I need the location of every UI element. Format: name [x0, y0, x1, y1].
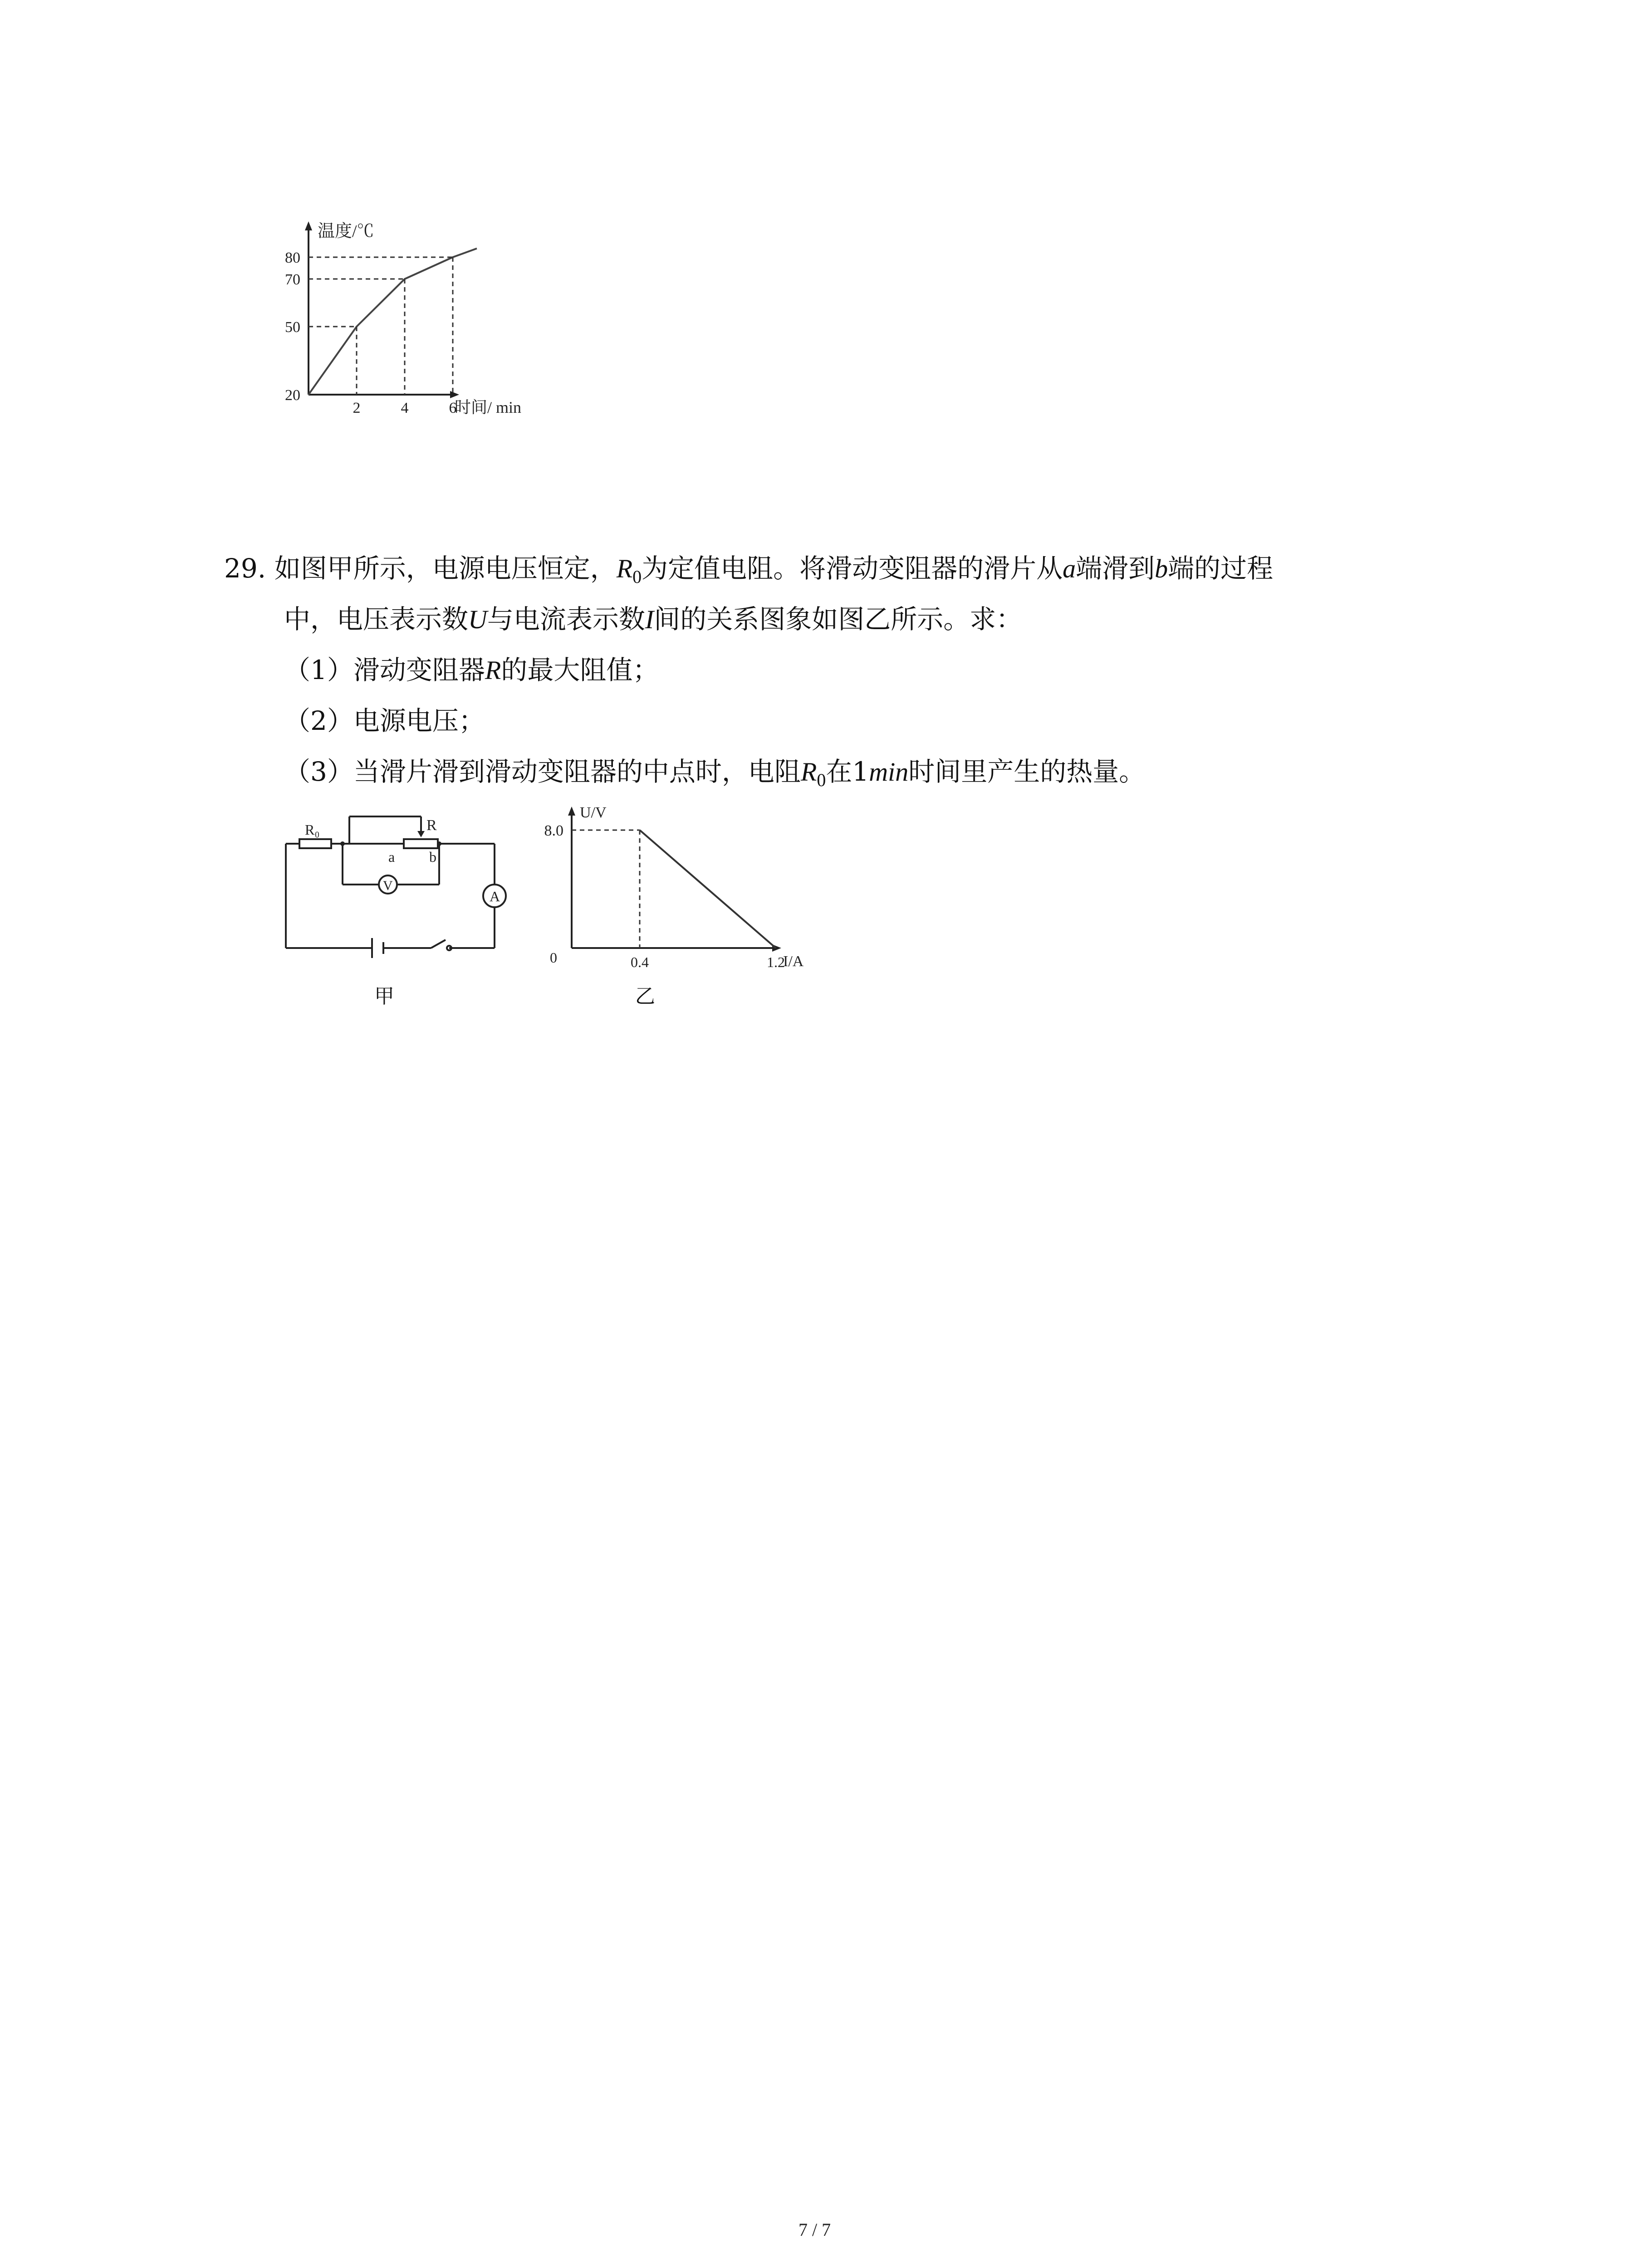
slider-arrow — [417, 831, 425, 837]
question-29-line-1: 29. 如图甲所示，电源电压恒定，$R_0$为定值电阻。将滑动变阻器的滑片从a端滑到b端的过程 — [224, 553, 1274, 587]
ammeter-label: A — [490, 888, 500, 904]
temp-xlabel: 时间/ min — [455, 398, 522, 416]
x-tick-label: 4 — [401, 400, 409, 416]
x-tick-label: 2 — [353, 400, 361, 416]
page-number: 7 / 7 — [798, 2219, 831, 2240]
sub-question-2: （2）电源电压； — [284, 705, 485, 736]
resistor-r0 — [299, 839, 331, 848]
question-number: 29. — [224, 553, 266, 584]
ui-ylabel: U/V — [580, 804, 607, 821]
caption-jia: 甲 — [374, 985, 394, 1008]
sub-question-1: （1）滑动变阻器R的最大阻值； — [284, 655, 659, 685]
label-r0: R₀ — [305, 821, 320, 838]
ui-line — [640, 830, 776, 948]
ui-xlabel: I/A — [783, 953, 804, 970]
ui-y-tick: 8.0 — [544, 822, 563, 839]
ui-origin: 0 — [550, 949, 557, 966]
label-b: b — [429, 849, 436, 865]
temp-ylabel: 温度/℃ — [318, 222, 374, 241]
rheostat-r — [404, 839, 438, 848]
voltmeter-label: V — [383, 878, 393, 893]
caption-yi: 乙 — [635, 985, 655, 1008]
ui-x-tick-1: 0.4 — [631, 954, 649, 970]
u-i-chart — [522, 798, 830, 980]
switch-lever — [431, 940, 446, 948]
y-tick-label: 80 — [285, 249, 300, 266]
x-tick-label: 6 — [449, 400, 457, 416]
sub-question-3: （3）当滑片滑到滑动变阻器的中点时，电阻$R_0$在1min时间里产生的热量。 — [284, 756, 1146, 790]
y-axis-arrow — [305, 221, 312, 230]
circuit-diagram — [277, 812, 531, 966]
temperature-time-chart — [268, 213, 558, 431]
question-29-line-2: 中，电压表示数U与电流表示数I间的关系图象如图乙所示。求： — [284, 604, 1023, 635]
label-r: R — [426, 817, 437, 834]
label-a: a — [388, 849, 395, 865]
y-tick-label: 70 — [285, 271, 300, 288]
y-tick-label: 50 — [285, 319, 300, 336]
temperature-curve — [309, 249, 477, 395]
ui-x-tick-2: 1.2 — [767, 954, 785, 970]
x-axis-arrow — [450, 391, 459, 398]
y-tick-label: 20 — [285, 387, 300, 404]
